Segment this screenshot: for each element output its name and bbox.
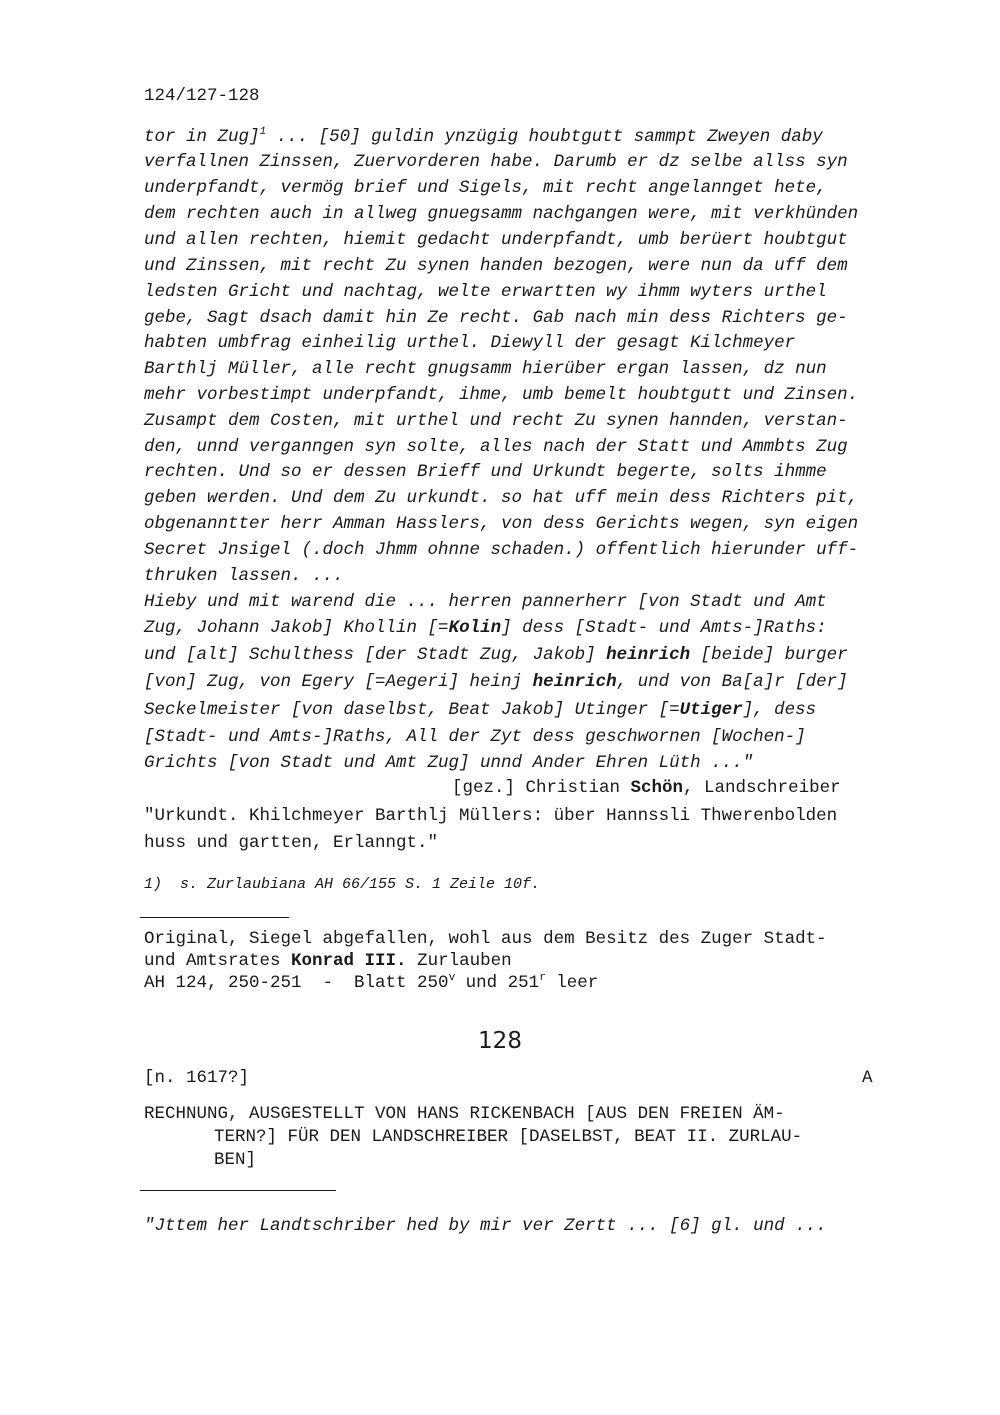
body-line: und Zinssen, mit recht Zu synen handen bezogen, were nun da uff dem xyxy=(144,256,848,276)
body-line: underpfandt, vermög brief und Sigels, mit recht angelannget hete, xyxy=(144,178,827,198)
bold-name: Konrad III. xyxy=(291,951,407,971)
body-line: Zusampt dem Costen, mit urthel und recht Zu synen hannden, verstan- xyxy=(144,411,848,431)
bold-name: heinrich xyxy=(532,672,617,692)
body-line: ledsten Gricht und nachtag, welte erwartten wy ihmm wyters urthel xyxy=(144,282,827,302)
body-line: verfallnen Zinssen, Zuervorderen habe. Darumb er dz selbe allss syn xyxy=(144,152,848,172)
body-line: mehr vorbestimpt underpfandt, ihme, umb bemelt houbtgutt und Zinsen. xyxy=(144,385,859,405)
body-line: Barthlj Müller, alle recht gnugsamm hierüber ergan lassen, dz nun xyxy=(144,359,827,379)
bold-name: Schön xyxy=(630,778,684,798)
bold-name: Kolin xyxy=(448,618,502,638)
body-line: Zug, Johann Jakob] Khollin [=Kolin] dess [Stadt- und Amts-]Raths: xyxy=(144,618,827,638)
body-line: Grichts [von Stadt und Amt Zug] unnd Ander Ehren Lüth ..." xyxy=(144,753,754,773)
bold-name: heinrich xyxy=(606,645,691,665)
body-line: und allen rechten, hiemit gedacht underpfandt, umb berüert houbtgut xyxy=(144,230,848,250)
entry-title-line-2: TERN?] FÜR DEN LANDSCHREIBER [DASELBST, BEAT II. ZURLAU- xyxy=(214,1127,803,1147)
footnote: 1) s. Zurlaubiana AH 66/155 S. 1 Zeile 10f. xyxy=(144,876,541,893)
dorsal-note-line-2: huss und gartten, Erlanngt." xyxy=(144,833,439,853)
body-line: und [alt] Schulthess [der Stadt Zug, Jakob] heinrich [beide] burger xyxy=(144,645,848,665)
entry-quote: "Jttem her Landtschriber hed by mir ver Zertt ... [6] gl. und ... xyxy=(144,1216,827,1236)
source-note-line-1: Original, Siegel abgefallen, wohl aus dem Besitz des Zuger Stadt- xyxy=(144,929,827,949)
entry-date: [n. 1617?] xyxy=(144,1068,250,1088)
bold-name: Utiger xyxy=(679,700,743,720)
superscript: v xyxy=(448,972,456,984)
page-identifier: 124/127-128 xyxy=(144,86,260,106)
body-line: dem rechten auch in allweg gnuegsamm nachgangen were, mit verkhünden xyxy=(144,204,859,224)
body-line: tor in Zug]$^1$ ... [50] guldin ynzügig houbtgutt sammpt Zweyen daby xyxy=(144,126,823,147)
body-line: thruken lassen. ... xyxy=(144,566,344,586)
entry-title-line-1: RECHNUNG, AUSGESTELLT VON HANS RICKENBACH [AUS DEN FREIEN ÄM- xyxy=(144,1104,785,1124)
body-line: rechten. Und so er dessen Brieff und Urkundt begerte, solts ihmme xyxy=(144,462,827,482)
signature-line: [gez.] Christian Schön, Landschreiber xyxy=(452,778,841,798)
body-line: [Stadt- und Amts-]Raths, All der Zyt dess geschwornen [Wochen-] xyxy=(144,727,806,747)
superscript: 1 xyxy=(259,126,267,138)
superscript: r xyxy=(539,972,546,984)
body-line: Hieby und mit warend die ... herren pannerherr [von Stadt und Amt xyxy=(144,592,827,612)
body-line: geben werden. Und dem Zu urkundt. so hat uff mein dess Richters pit, xyxy=(144,488,859,508)
body-line: [von] Zug, von Egery [=Aegeri] heinj heinrich, und von Ba[a]r [der] xyxy=(144,672,848,692)
body-line: Secret Jnsigel (.doch Jhmm ohnne schaden.) offentlich hierunder uff- xyxy=(144,540,859,560)
source-note-line-3: AH 124, 250-251 - Blatt 250$^v$ und 251$^r$ leer xyxy=(144,972,599,993)
separator-rule xyxy=(140,917,289,918)
body-line: den, unnd verganngen syn solte, alles nach der Statt und Ammbts Zug xyxy=(144,437,848,457)
body-line: gebe, Sagt dsach damit hin Ze recht. Gab nach min dess Richters ge- xyxy=(144,308,848,328)
body-line: habten umbfrag einheilig urthel. Diewyll der gesagt Kilchmeyer xyxy=(144,333,796,353)
entry-number: 128 xyxy=(478,1028,522,1054)
source-note-line-2: und Amtsrates Konrad III. Zurlauben xyxy=(144,951,512,971)
body-line: obgenanntter herr Amman Hasslers, von dess Gerichts wegen, syn eigen xyxy=(144,514,859,534)
entry-title-line-3: BEN] xyxy=(214,1150,257,1170)
body-line: Seckelmeister [von daselbst, Beat Jakob] Utinger [=Utiger], dess xyxy=(144,700,817,720)
dorsal-note-line-1: "Urkundt. Khilchmeyer Barthlj Müllers: über Hannssli Thwerenbolden xyxy=(144,806,838,826)
separator-rule xyxy=(140,1190,336,1191)
entry-letter: A xyxy=(862,1068,873,1088)
